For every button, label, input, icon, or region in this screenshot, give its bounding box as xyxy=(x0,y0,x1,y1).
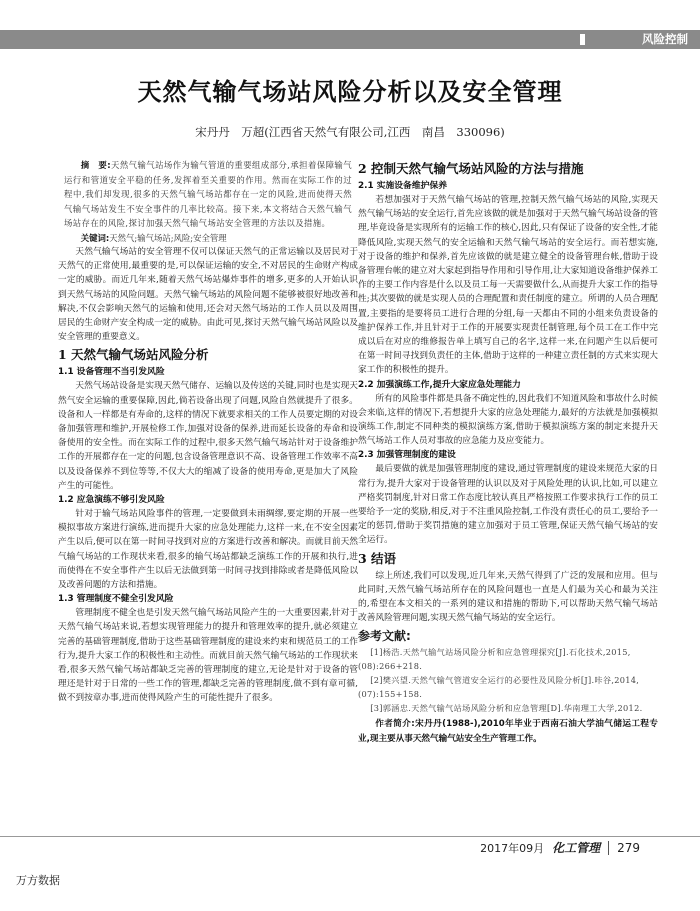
right-column xyxy=(358,158,658,747)
abstract-text: 天然气输气站场作为输气管道的重要组成部分,承担着保障输气运行和管道安全平稳的任务,发挥着至关重要的作用。然而在实际工作的过程中,我们却发现,很多的天然气输气场站都存在一定的风险,进而使得天然气输气场站发生不安全事件的几率比较高。接下来,本文将结合天然气输气场站存在的风险,探讨加强天然气输气场站安全管理的方法以及措施。 xyxy=(64,160,352,229)
page-number: 279 xyxy=(617,840,640,855)
section-2-3-text: 最后要做的就是加强管理制度的建设,通过管理制度的建设来规范大家的日常行为,提升大家对于设备管理的认识以及对于风险处理的认识,比如,可以建立严格奖罚制度,针对日常工作态度比较认真且严格按照工作要求执行工作的员工要给予一定的奖励,相反,对于不注重风险控制,工作没有责任心的员工,要给予一定的惩罚,借助于奖罚措施的建立加强对于员工管理,保证天然气输气场站的安全运行。 xyxy=(358,464,658,546)
section-2-1-text: 若想加强对于天然气输气场站的管理,控制天然气输气场站的风险,实现天然气输气场站的安全运行,首先应该做的就是加强对于天然气输气场站设备的管理,毕竟设备是实现所有的运输工作的核心,因此,只有保证了设备的安全性,才能降低风险,实现天然气的安全运输和天然气输气场站的安全运行。而若想实施,对于设备的维护和保养,首先应该做的就是建立健全的设备管理台帐,借助于设备管理台帐的建立对大家起到指导作用和引导作用,让大家知道设备维护保养工作的主要工作内容是什么以及员工每一天需要做什么,从而提升大家工作的指导性;其次要做的就是实现人员的合理配置和责任制度的建立。所谓的人员合理配置,主要指的是要将员工进行合理的分组,每一天都由不同的小组来负责设备的维护保养工作,并且针对于工作的开展要实现责任制管理,每个员工在工作中完成以后在对应的维修报告单上填写自己的名字,这样一来,在问题产生以后便可在第一时间寻找到负责任的主体,借助于这样的一种建立责任制的方式来实现大家工作的积极性的提升。 xyxy=(358,195,658,376)
section-2-3-heading: 2.3 加强管理制度的建设 xyxy=(358,450,456,461)
section-1-1-text: 天然气场站设备是实现天然气储存、运输以及传送的关键,同时也是实现天然气安全运输的重要保障,因此,倘若设备出现了问题,风险自然就提升了很多。设备和人一样都是有寿命的,这样的情况下就要求相关的工作人员要定期的对设备加强管理和维护,开展检修工作,加强对设备的保养,进而延长设备的寿命和设备使用的安全性。而在实际工作的过程中,很多天然气输气场站针对于设备维护工作的开展都存在一定的问题,包含设备管理意识不高、设备管理工作效率不高以及设备保养不到位等等,不仅大大的缩减了设备的使用寿命,更是加大了风险产生的可能性。 xyxy=(58,381,358,491)
section-1-3-heading: 1.3 管理制度不健全引发风险 xyxy=(58,594,174,605)
footer xyxy=(480,839,640,856)
section-1-heading: 1 天然气输气场站风险分析 xyxy=(58,347,209,363)
section-2-1-heading: 2.1 实施设备维护保养 xyxy=(358,181,448,191)
intro-paragraph: 天然气输气场站的安全管理不仅可以保证天然气的正常运输以及居民对于天然气的正常使用,最重要的是,可以保证运输的安全,不对居民的生命财产构成一定的威胁。而近几年来,随着天然气场站爆炸事件的增多,更多的人开始认识到天然气场站的风险问题。天然气输气场站的风险问题不能够被很好地改善和解决,不仅会影响天然气的运输和使用,还会对天然气场站的工作人员以及周围居民的生命财产安全构成一定的威胁。由此可见,探讨天然气输气场站风险以及安全管理的重要意义。 xyxy=(58,246,358,343)
footer-divider xyxy=(0,836,700,837)
section-1-2-heading: 1.2 应急演练不够引发风险 xyxy=(58,495,165,506)
header-bar xyxy=(0,30,700,49)
keywords xyxy=(58,231,358,245)
author-bio: 作者简介:宋丹丹(1988-),2010年毕业于西南石油大学油气储运工程专业,现主要从事天然气输气站安全生产管理工作。 xyxy=(358,719,658,745)
section-tag: 风险控制 xyxy=(550,30,700,49)
abstract xyxy=(58,158,358,231)
footer-separator xyxy=(608,841,609,855)
keywords-text: 天然气;输气场站;风险;安全管理 xyxy=(109,232,227,243)
article-authors: 宋丹丹 万超(江西省天然气有限公司,江西 南昌 330096) xyxy=(195,125,505,139)
article-title: 天然气输气场站风险分析以及安全管理 xyxy=(137,78,563,106)
section-1-2-text: 针对于输气场站风险事件的管理,一定要做到未雨绸缪,要定期的开展一些模拟事故方案进行演练,进而提升大家的应急处理能力,这样一来,在不安全因素产生以后,便可以在第一时间寻找到对应的方案进行改善和解决。而就目前天然气输气场站的工作现状来看,很多的输气场站都缺乏演练工作的开展和执行,进而使得在不安全事件产生以后无法做到第一时间寻找到排除或者是降低风险以及改善问题的方法和措施。 xyxy=(58,509,358,591)
keywords-label: 关键词: xyxy=(80,232,110,243)
reference-item: [3]郭涵忠.天然气输气站场风险分析和应急管理[D].华南理工大学,2012. xyxy=(370,703,643,714)
references-heading: 参考文献: xyxy=(358,629,411,644)
section-2-heading: 2 控制天然气输气场站风险的方法与措施 xyxy=(358,161,584,176)
section-3-heading: 3 结语 xyxy=(358,550,397,566)
section-2-2-text: 所有的风险事件都是具备不确定性的,因此我们不知道风险和事故什么时候会来临,这样的情况下,若想提升大家的应急处理能力,最好的方法就是加强模拟演练工作,制定不同种类的模拟演练方案,借助于模拟演练方案的制定来提升天然气场站工作人员对事故的应急能力及应变能力。 xyxy=(358,393,658,447)
journal-name: 化工管理 xyxy=(552,841,601,855)
reference-item: [2]樊兴望.天然气输气管道安全运行的必要性及风险分析[J].咔谷,2014,(07):155+158. xyxy=(358,675,640,700)
footer-date: 2017年09月 xyxy=(480,841,545,855)
section-2-2-heading: 2.2 加强演练工作,提升大家应急处理能力 xyxy=(358,379,521,390)
section-3-text: 综上所述,我们可以发现,近几年来,天然气得到了广泛的发展和应用。但与此同时,天然气输气场站所存在的风险问题也一直是人们最为关心和最为关注的,希望在本文相关的一系列的建议和措施的帮助下,可以帮助天然气输气场站改善风险管理问题,实现天然气输气场站的安全运行。 xyxy=(358,570,658,624)
abstract-label: 摘 要: xyxy=(80,160,111,170)
section-1-3-text: 管理制度不健全也是引发天然气输气场站风险产生的一大重要因素,针对于天然气输气场站来说,若想实现管理能力的提升和管理效率的提升,就必须建立完善的基础管理制度,借助于这些基础管理制度的建设来约束和规范员工的工作行为,提升大家工作的积极性和主动性。而就目前天然气输气场站的工作现状来看,很多天然气输气场站都缺乏完善的管理制度的建立,无论是针对于设备的管理还是针对于日常的一些工作的管理,都缺乏完善的管理制度,做不到有章可循,做不到按章办事,进而使得风险产生的可能性提升了很多。 xyxy=(58,608,358,704)
source-watermark: 万方数据 xyxy=(16,874,60,887)
section-1-1-heading: 1.1 设备管理不当引发风险 xyxy=(58,367,165,378)
left-column xyxy=(58,158,358,706)
reference-item: [1]杨浩.天然气输气站场风险分析和应急管理探究[J].石化技术,2015,(08):266+218. xyxy=(358,647,631,672)
